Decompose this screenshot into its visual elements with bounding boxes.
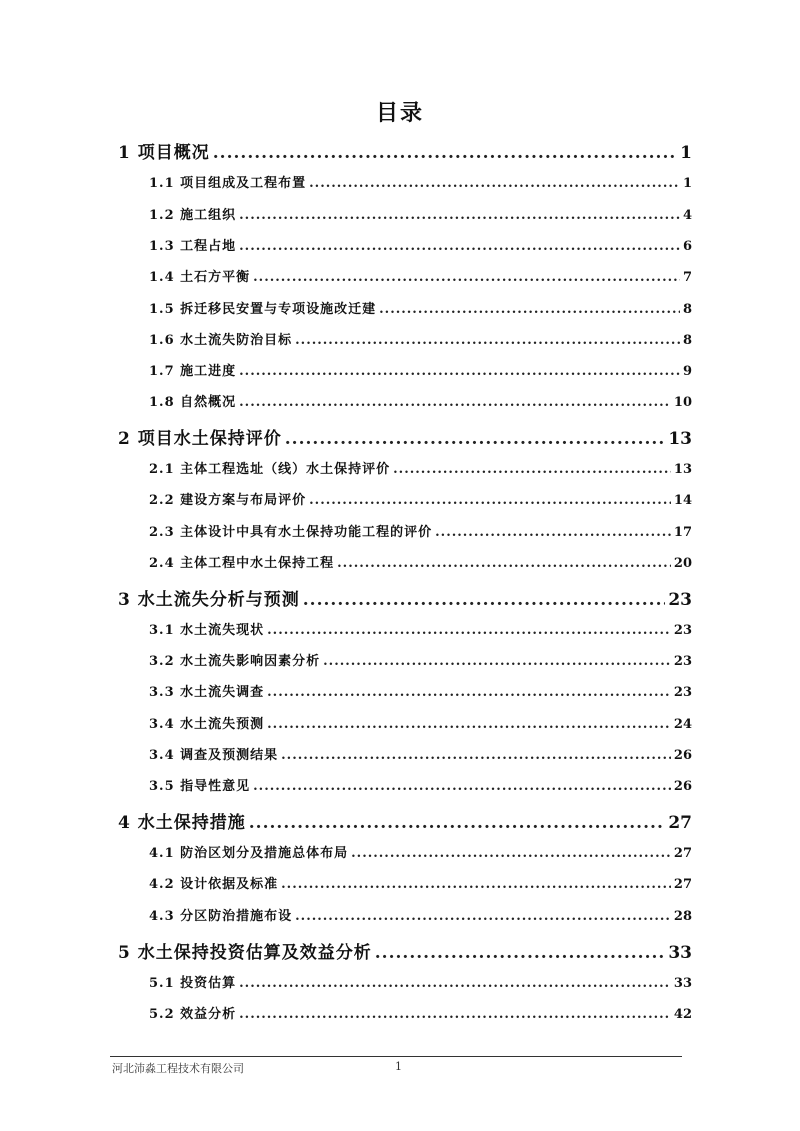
toc-entry-label: 2 项目水土保持评价	[118, 429, 282, 449]
toc-dot-leader	[337, 556, 671, 571]
toc-entry-label: 4.3 分区防治措施布设	[149, 909, 293, 924]
toc-entry-label: 1 项目概况	[118, 143, 210, 163]
toc-entry-label: 4 水土保持措施	[118, 813, 246, 833]
toc-chapter-entry[interactable]	[118, 938, 692, 968]
toc-section-entry[interactable]	[149, 552, 692, 576]
toc-entry-label: 2.4 主体工程中水土保持工程	[149, 556, 335, 571]
toc-section-entry[interactable]	[149, 172, 692, 196]
toc-entry-page-number: 33	[673, 976, 692, 991]
toc-entry-label: 2.2 建设方案与布局评价	[149, 493, 307, 508]
toc-entry-label: 3.4 调查及预测结果	[149, 748, 279, 763]
toc-entry-page-number: 20	[673, 556, 692, 571]
toc-entry-page-number: 26	[673, 748, 692, 763]
toc-entry-page-number: 17	[673, 525, 692, 540]
toc-entry-page-number: 24	[673, 717, 692, 732]
toc-section-entry[interactable]	[149, 905, 692, 929]
toc-entry-page-number: 4	[682, 208, 692, 223]
toc-section-entry[interactable]	[149, 650, 692, 674]
toc-dot-leader	[253, 779, 671, 794]
toc-entry-label: 4.1 防治区划分及措施总体布局	[149, 846, 349, 861]
toc-entry-page-number: 23	[673, 654, 692, 669]
page-title: 目录	[375, 101, 424, 126]
toc-entry-label: 5.2 效益分析	[149, 1007, 237, 1022]
toc-entry-page-number: 27	[668, 813, 692, 833]
toc-entry-label: 3.3 水土流失调查	[149, 685, 265, 700]
toc-entry-page-number: 28	[673, 909, 692, 924]
toc-dot-leader	[239, 239, 680, 254]
toc-dot-leader	[239, 395, 671, 410]
toc-entry-label: 5 水土保持投资估算及效益分析	[118, 943, 372, 963]
toc-dot-leader	[239, 208, 680, 223]
toc-section-entry[interactable]	[149, 842, 692, 866]
toc-entry-page-number: 23	[673, 623, 692, 638]
toc-section-entry[interactable]	[149, 619, 692, 643]
toc-section-entry[interactable]	[149, 360, 692, 384]
toc-section-entry[interactable]	[149, 391, 692, 415]
toc-dot-leader	[281, 877, 671, 892]
toc-entry-label: 5.1 投资估算	[149, 976, 237, 991]
toc-entry-page-number: 10	[673, 395, 692, 410]
toc-entry-label: 1.7 施工进度	[149, 364, 237, 379]
toc-dot-leader	[309, 493, 671, 508]
toc-section-entry[interactable]	[149, 458, 692, 482]
toc-entry-page-number: 14	[673, 493, 692, 508]
toc-dot-leader	[267, 717, 671, 732]
toc-section-entry[interactable]	[149, 489, 692, 513]
toc-entry-label: 1.3 工程占地	[149, 239, 237, 254]
toc-entry-label: 3.1 水土流失现状	[149, 623, 265, 638]
toc-chapter-entry[interactable]	[118, 424, 692, 454]
toc-entry-label: 1.2 施工组织	[149, 208, 237, 223]
toc-section-entry[interactable]	[149, 1003, 692, 1027]
toc-dot-leader	[375, 943, 666, 963]
toc-chapter-entry[interactable]	[118, 808, 692, 838]
toc-section-entry[interactable]	[149, 775, 692, 799]
toc-dot-leader	[285, 429, 666, 449]
toc-entry-label: 4.2 设计依据及标准	[149, 877, 279, 892]
toc-section-entry[interactable]	[149, 713, 692, 737]
toc-dot-leader	[239, 976, 671, 991]
toc-entry-label: 1.6 水土流失防治目标	[149, 333, 293, 348]
toc-entry-label: 1.5 拆迁移民安置与专项设施改迁建	[149, 302, 377, 317]
toc-dot-leader	[303, 590, 666, 610]
footer-page-number: 1	[395, 1060, 402, 1073]
toc-dot-leader	[281, 748, 671, 763]
toc-dot-leader	[253, 270, 680, 285]
footer-divider	[110, 1056, 682, 1057]
toc-dot-leader	[295, 909, 671, 924]
toc-entry-label: 3.4 水土流失预测	[149, 717, 265, 732]
toc-entry-label: 1.1 项目组成及工程布置	[149, 176, 307, 191]
toc-entry-page-number: 9	[682, 364, 692, 379]
toc-entry-page-number: 27	[673, 877, 692, 892]
toc-dot-leader	[393, 462, 671, 477]
toc-entry-label: 1.8 自然概况	[149, 395, 237, 410]
toc-dot-leader	[351, 846, 671, 861]
toc-entry-page-number: 13	[668, 429, 692, 449]
toc-entry-page-number: 23	[673, 685, 692, 700]
toc-dot-leader	[435, 525, 671, 540]
toc-entry-page-number: 23	[668, 590, 692, 610]
toc-dot-leader	[239, 1007, 671, 1022]
toc-section-entry[interactable]	[149, 204, 692, 228]
toc-dot-leader	[239, 364, 680, 379]
footer-company-name: 河北沛淼工程技术有限公司	[112, 1062, 244, 1075]
toc-entry-label: 3 水土流失分析与预测	[118, 590, 300, 610]
toc-section-entry[interactable]	[149, 744, 692, 768]
toc-section-entry[interactable]	[149, 972, 692, 996]
toc-entry-label: 1.4 土石方平衡	[149, 270, 251, 285]
toc-dot-leader	[323, 654, 671, 669]
toc-dot-leader	[295, 333, 680, 348]
toc-section-entry[interactable]	[149, 298, 692, 322]
toc-dot-leader	[309, 176, 680, 191]
toc-entry-label: 3.2 水土流失影响因素分析	[149, 654, 321, 669]
toc-section-entry[interactable]	[149, 681, 692, 705]
toc-entry-page-number: 13	[673, 462, 692, 477]
toc-entry-page-number: 42	[673, 1007, 692, 1022]
toc-section-entry[interactable]	[149, 266, 692, 290]
toc-entry-label: 3.5 指导性意见	[149, 779, 251, 794]
toc-entry-label: 2.1 主体工程选址（线）水土保持评价	[149, 462, 391, 477]
toc-entry-page-number: 33	[668, 943, 692, 963]
toc-chapter-entry[interactable]	[118, 138, 692, 168]
toc-section-entry[interactable]	[149, 873, 692, 897]
toc-entry-page-number: 1	[682, 176, 692, 191]
toc-chapter-entry[interactable]	[118, 585, 692, 615]
toc-entry-page-number: 6	[682, 239, 692, 254]
toc-entry-label: 2.3 主体设计中具有水土保持功能工程的评价	[149, 525, 433, 540]
toc-entry-page-number: 8	[682, 333, 692, 348]
toc-dot-leader	[249, 813, 666, 833]
toc-section-entry[interactable]	[149, 521, 692, 545]
toc-section-entry[interactable]	[149, 235, 692, 259]
toc-dot-leader	[267, 623, 671, 638]
toc-entry-page-number: 8	[682, 302, 692, 317]
toc-dot-leader	[379, 302, 680, 317]
toc-entry-page-number: 27	[673, 846, 692, 861]
toc-dot-leader	[267, 685, 671, 700]
toc-section-entry[interactable]	[149, 329, 692, 353]
toc-entry-page-number: 1	[680, 143, 692, 163]
toc-entry-page-number: 26	[673, 779, 692, 794]
toc-entry-page-number: 7	[682, 270, 692, 285]
toc-dot-leader	[213, 143, 677, 163]
